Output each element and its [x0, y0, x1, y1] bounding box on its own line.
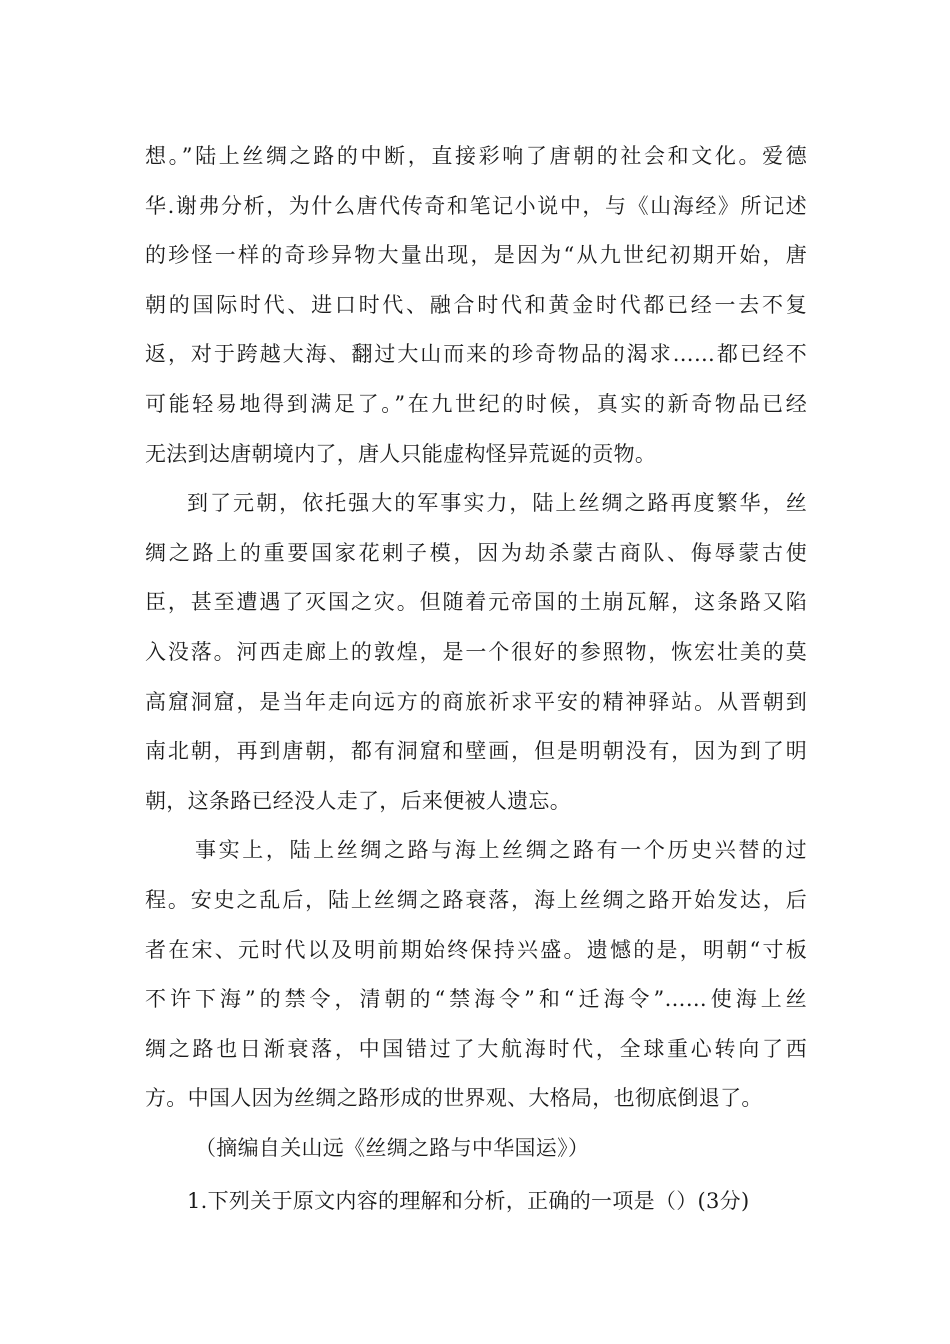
text-line: 南北朝，再到唐朝，都有洞窟和壁画，但是明朝没有，因为到了明 — [145, 739, 807, 764]
document-page — [145, 132, 807, 1227]
text-line: 返，对于跨越大海、翻过大山而来的珍奇物品的渴求……都已经不 — [145, 342, 807, 367]
text-line: 可能轻易地得到满足了。”在九世纪的时候，真实的新奇物品已经 — [145, 391, 807, 416]
text-line: 到了元朝，依托强大的军事实力，陆上丝绸之路再度繁华，丝 — [187, 491, 807, 516]
text-line: 事实上，陆上丝绸之路与海上丝绸之路有一个历史兴替的过 — [195, 838, 807, 863]
text-line: 无法到达唐朝境内了，唐人只能虚构怪异荒诞的贡物。 — [145, 441, 657, 466]
text-line: 想。”陆上丝绸之路的中断，直接彩响了唐朝的社会和文化。爱德 — [145, 144, 807, 168]
source-citation: （摘编自关山远《丝绸之路与中华国运》） — [195, 1135, 590, 1160]
text-line: 朝，这条路已经没人走了，后来便被人遗忘。 — [145, 788, 571, 813]
text-line: 华.谢弗分析，为什么唐代传奇和笔记小说中，与《山海经》所记述 — [145, 193, 807, 218]
question-1: 1.下列关于原文内容的理解和分析，正确的一项是（）(3分) — [187, 1189, 750, 1214]
text-line: 入没落。河西走廊上的敦煌，是一个很好的参照物，恢宏壮美的莫 — [145, 639, 807, 664]
text-line: 绸之路也日渐衰落，中国错过了大航海时代，全球重心转向了西 — [145, 1036, 807, 1061]
text-line: 程。安史之乱后，陆上丝绸之路衰落，海上丝绸之路开始发达，后 — [145, 887, 807, 912]
text-line: 不许下海”的禁令，清朝的“禁海令”和“迁海令”……使海上丝 — [145, 987, 807, 1012]
text-line: 高窟洞窟，是当年走向远方的商旅祈求平安的精神驿站。从晋朝到 — [145, 689, 807, 714]
text-line: 的珍怪一样的奇珍异物大量出现，是因为“从九世纪初期开始，唐 — [145, 243, 807, 268]
text-line: 臣，甚至遭遇了灭国之灾。但随着元帝国的土崩瓦解，这条路又陷 — [145, 590, 807, 615]
paragraph-3 — [145, 826, 807, 1124]
paragraph-2 — [145, 479, 807, 826]
text-line: 者在宋、元时代以及明前期始终保持兴盛。遗憾的是，明朝“寸板 — [145, 937, 807, 962]
text-line: 绸之路上的重要国家花剌子模，因为劫杀蒙古商队、侮辱蒙古使 — [145, 540, 807, 565]
text-line: 方。中国人因为丝绸之路形成的世界观、大格局，也彻底倒退了。 — [145, 1086, 763, 1111]
paragraph-1 — [145, 132, 807, 479]
text-line: 朝的国际时代、进口时代、融合时代和黄金时代都已经一去不复 — [145, 292, 807, 317]
